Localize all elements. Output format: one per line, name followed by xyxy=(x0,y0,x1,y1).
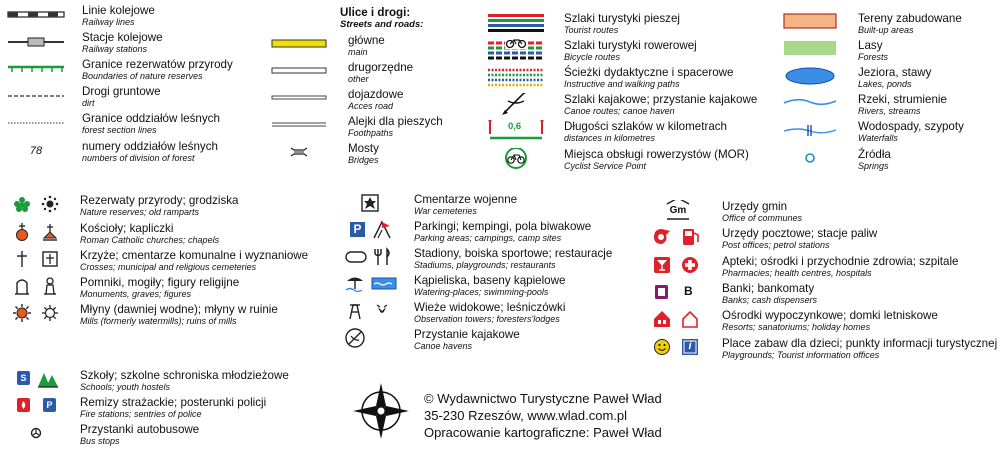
legend-label: Banki; bankomaty xyxy=(722,282,815,295)
legend-label: Apteki; ośrodki i przychodnie zdrowia; szpitale xyxy=(722,255,959,268)
legend-label-en: Cyclist Service Point xyxy=(564,161,647,171)
legend-label-en: Lakes, ponds xyxy=(858,79,912,89)
canoe-route-icon xyxy=(486,93,546,119)
legend-label: drugorzędne xyxy=(348,61,414,74)
copyright-line-2: 35-230 Rzeszów, www.wlad.com.pl xyxy=(424,408,628,423)
legend-label: Granice rezerwatów przyrody xyxy=(82,58,233,71)
legend-label-en: Waterfalls xyxy=(858,133,898,143)
legend-label: Długości szlaków w kilometrach xyxy=(564,120,728,133)
legend-label-en: Tourist routes xyxy=(564,25,619,35)
legend-label-en: Springs xyxy=(858,161,889,171)
legend-label: Stadiony, boiska sportowe; restauracje xyxy=(414,247,613,260)
legend-label-en: Resorts; sanatoriums; holiday homes xyxy=(722,322,871,332)
legend-label-en: Mills (formerly watermills); ruins of mills xyxy=(80,316,237,326)
legend-label-en: Schools; youth hostels xyxy=(80,382,171,392)
tower-lodge-icon xyxy=(342,301,402,327)
legend-label: Ośrodki wypoczynkowe; domki letniskowe xyxy=(722,309,938,322)
cyclist-service-icon xyxy=(486,148,546,174)
legend-label-en: Pharmacies; health centres, hospitals xyxy=(722,268,872,278)
post-petrol-icon xyxy=(650,227,710,253)
legend-label: Cmentarze wojenne xyxy=(414,193,518,206)
legend-label: Wodospady, szypoty xyxy=(858,120,964,133)
legend-label: główne xyxy=(348,34,385,47)
legend-label-en: Roman Catholic churches; chapels xyxy=(80,235,220,245)
legend-label-en: Railway stations xyxy=(82,44,148,54)
legend-label-en: Parking areas; campings, camp sites xyxy=(414,233,562,243)
bridge-icon xyxy=(270,142,330,168)
dirt-road-icon xyxy=(6,85,66,111)
streets-header-en: Streets and roads: xyxy=(340,19,424,30)
legend-label: Remizy strażackie; posterunki policji xyxy=(80,396,267,409)
legend-label-en: Nature reserves; old ramparts xyxy=(80,207,200,217)
legend-label: Jeziora, stawy xyxy=(858,66,932,79)
other-road-icon xyxy=(270,61,330,87)
legend-label-en: Forests xyxy=(858,52,889,62)
copyright-line-3: Opracowanie kartograficzne: Paweł Wład xyxy=(424,425,662,440)
legend-label: dojazdowe xyxy=(348,88,404,101)
legend-label-en: numbers of division of forest xyxy=(82,153,195,163)
legend-label: Szlaki turystyki rowerowej xyxy=(564,39,697,52)
legend-label: Źródła xyxy=(858,148,891,161)
legend-label-en: Railway lines xyxy=(82,17,135,27)
legend-label-en: Observation towers; foresters'lodges xyxy=(414,314,560,324)
legend-label-en: Fire stations; sentries of police xyxy=(80,409,202,419)
lake-icon xyxy=(780,66,840,92)
legend-label: Krzyże; cmentarze komunalne i wyznaniowe xyxy=(80,249,309,262)
legend-label: Ścieżki dydaktyczne i spacerowe xyxy=(564,66,734,79)
legend-label: Rzeki, strumienie xyxy=(858,93,947,106)
legend-label: Lasy xyxy=(858,39,883,52)
legend-label-en: Built-up areas xyxy=(858,25,914,35)
legend-label-en: Boundaries of nature reserves xyxy=(82,71,203,81)
legend-label: Urzędy gmin xyxy=(722,200,788,213)
legend-label-en: Bicycle routes xyxy=(564,52,621,62)
legend-label-en: War cemeteries xyxy=(414,206,477,216)
railway-line-icon xyxy=(6,4,66,30)
legend-label: numery oddziałów leśnych xyxy=(82,140,218,153)
legend-label-en: dirt xyxy=(82,98,95,108)
resort-icon xyxy=(650,309,710,335)
police-letter-text: P xyxy=(43,398,56,412)
division-number-text: 78 xyxy=(29,145,43,157)
legend-label-en: Crosses; municipal and religious cemeteries xyxy=(80,262,257,272)
forest-section-line-icon xyxy=(6,112,66,138)
access-road-icon xyxy=(270,88,330,114)
legend-label-en: Instructive and walking paths xyxy=(564,79,680,89)
bicycle-route-icon xyxy=(486,39,546,65)
legend-label: Przystanki autobusowe xyxy=(80,423,200,436)
legend-label: Alejki dla pieszych xyxy=(348,115,443,128)
legend-label: Szkoły; szkolne schroniska młodzieżowe xyxy=(80,369,289,382)
stadium-restaurant-icon xyxy=(342,247,402,273)
distance-value-text: 0,6 xyxy=(508,121,522,132)
forest-icon xyxy=(780,39,840,65)
tourist-route-icon xyxy=(486,12,546,38)
cross-cemetery-icon xyxy=(10,249,70,275)
legend-label: Tereny zabudowane xyxy=(858,12,962,25)
legend-label-en: Office of communes xyxy=(722,213,803,223)
main-road-icon xyxy=(270,34,330,60)
parking-icon: P xyxy=(350,222,365,237)
monument-icon xyxy=(10,276,70,302)
playground-info-icon xyxy=(650,337,710,363)
copyright-line-1: © Wydawnictwo Turystyczne Paweł Wład xyxy=(424,391,662,406)
legend-label-en: main xyxy=(348,47,368,57)
mill-icon xyxy=(10,303,70,329)
bank-letter-text: B xyxy=(684,284,693,298)
pharmacy-health-icon xyxy=(650,255,710,281)
legend-label: Przystanie kajakowe xyxy=(414,328,520,341)
legend-label-en: Watering-places; swimming-pools xyxy=(414,287,549,297)
bus-stop-icon xyxy=(10,423,70,449)
war-cemetery-icon xyxy=(342,193,402,219)
waterfall-icon xyxy=(780,120,840,146)
legend-label: Rezerwaty przyrody; grodziska xyxy=(80,194,239,207)
legend-label: Urzędy pocztowe; stacje paliw xyxy=(722,227,878,240)
parking-camping-icon xyxy=(342,220,402,246)
legend-label: Drogi gruntowe xyxy=(82,85,161,98)
division-number-icon xyxy=(6,140,66,166)
legend-label: Młyny (dawniej wodne); młyny w ruinie xyxy=(80,303,278,316)
legend-label: Miejsca obsługi rowerzystów (MOR) xyxy=(564,148,749,161)
legend-label-en: Canoe routes; canoe haven xyxy=(564,106,675,116)
bank-icon xyxy=(650,282,710,308)
footpath-icon xyxy=(270,115,330,141)
legend-label-en: Foothpaths xyxy=(348,128,394,138)
legend-label: Mosty xyxy=(348,142,379,155)
river-icon xyxy=(780,93,840,119)
reserve-boundary-icon xyxy=(6,58,66,84)
built-up-area-icon xyxy=(780,12,840,38)
legend-label: Szlaki turystyki pieszej xyxy=(564,12,680,25)
compass-rose-icon xyxy=(352,382,410,440)
legend-label: Pomniki, mogiły; figury religijne xyxy=(80,276,240,289)
legend-label: Granice oddziałów leśnych xyxy=(82,112,220,125)
legend-label: Parkingi; kempingi, pola biwakowe xyxy=(414,220,592,233)
spring-icon xyxy=(780,148,840,174)
legend-label-en: Acces road xyxy=(348,101,394,111)
legend-label-en: Post offices; petrol stations xyxy=(722,240,830,250)
commune-office-text: Gm xyxy=(669,205,687,216)
legend-label-en: Bus stops xyxy=(80,436,120,446)
canoe-haven-icon xyxy=(342,328,402,354)
legend-label-en: Stadiums, playgrounds; restaurants xyxy=(414,260,556,270)
fire-police-icon xyxy=(10,396,70,422)
legend-label: Szlaki kajakowe; przystanie kajakowe xyxy=(564,93,758,106)
nature-reserve-icon xyxy=(10,194,70,220)
info-letter-text: i xyxy=(688,340,692,352)
legend-label-en: Rivers, streams xyxy=(858,106,921,116)
beach-pool-icon xyxy=(342,274,402,300)
school-letter-text: S xyxy=(17,371,30,385)
legend-label: Linie kolejowe xyxy=(82,4,155,17)
railway-station-icon xyxy=(6,31,66,57)
legend-label-en: distances in kilometres xyxy=(564,133,656,143)
legend-label: Wieże widokowe; leśniczówki xyxy=(414,301,566,314)
school-hostel-icon xyxy=(10,369,70,395)
walking-path-icon xyxy=(486,66,546,92)
church-icon xyxy=(10,222,70,248)
legend-label-en: other xyxy=(348,74,369,84)
legend-label-en: Canoe havens xyxy=(414,341,473,351)
legend-label-en: Monuments, graves; figures xyxy=(80,289,192,299)
legend-label-en: forest section lines xyxy=(82,125,157,135)
legend-label: Stacje kolejowe xyxy=(82,31,163,44)
streets-header: Ulice i drogi: xyxy=(340,6,411,19)
legend-label: Place zabaw dla dzieci; punkty informacji turystycznej xyxy=(722,337,998,350)
legend-label-en: Bridges xyxy=(348,155,379,165)
legend-label: Kąpieliska, baseny kąpielowe xyxy=(414,274,566,287)
legend-label-en: Playgrounds; Tourist information offices xyxy=(722,350,880,360)
legend-label-en: Banks; cash dispensers xyxy=(722,295,818,305)
commune-office-icon xyxy=(650,200,710,226)
legend-label: Kościoły; kapliczki xyxy=(80,222,174,235)
